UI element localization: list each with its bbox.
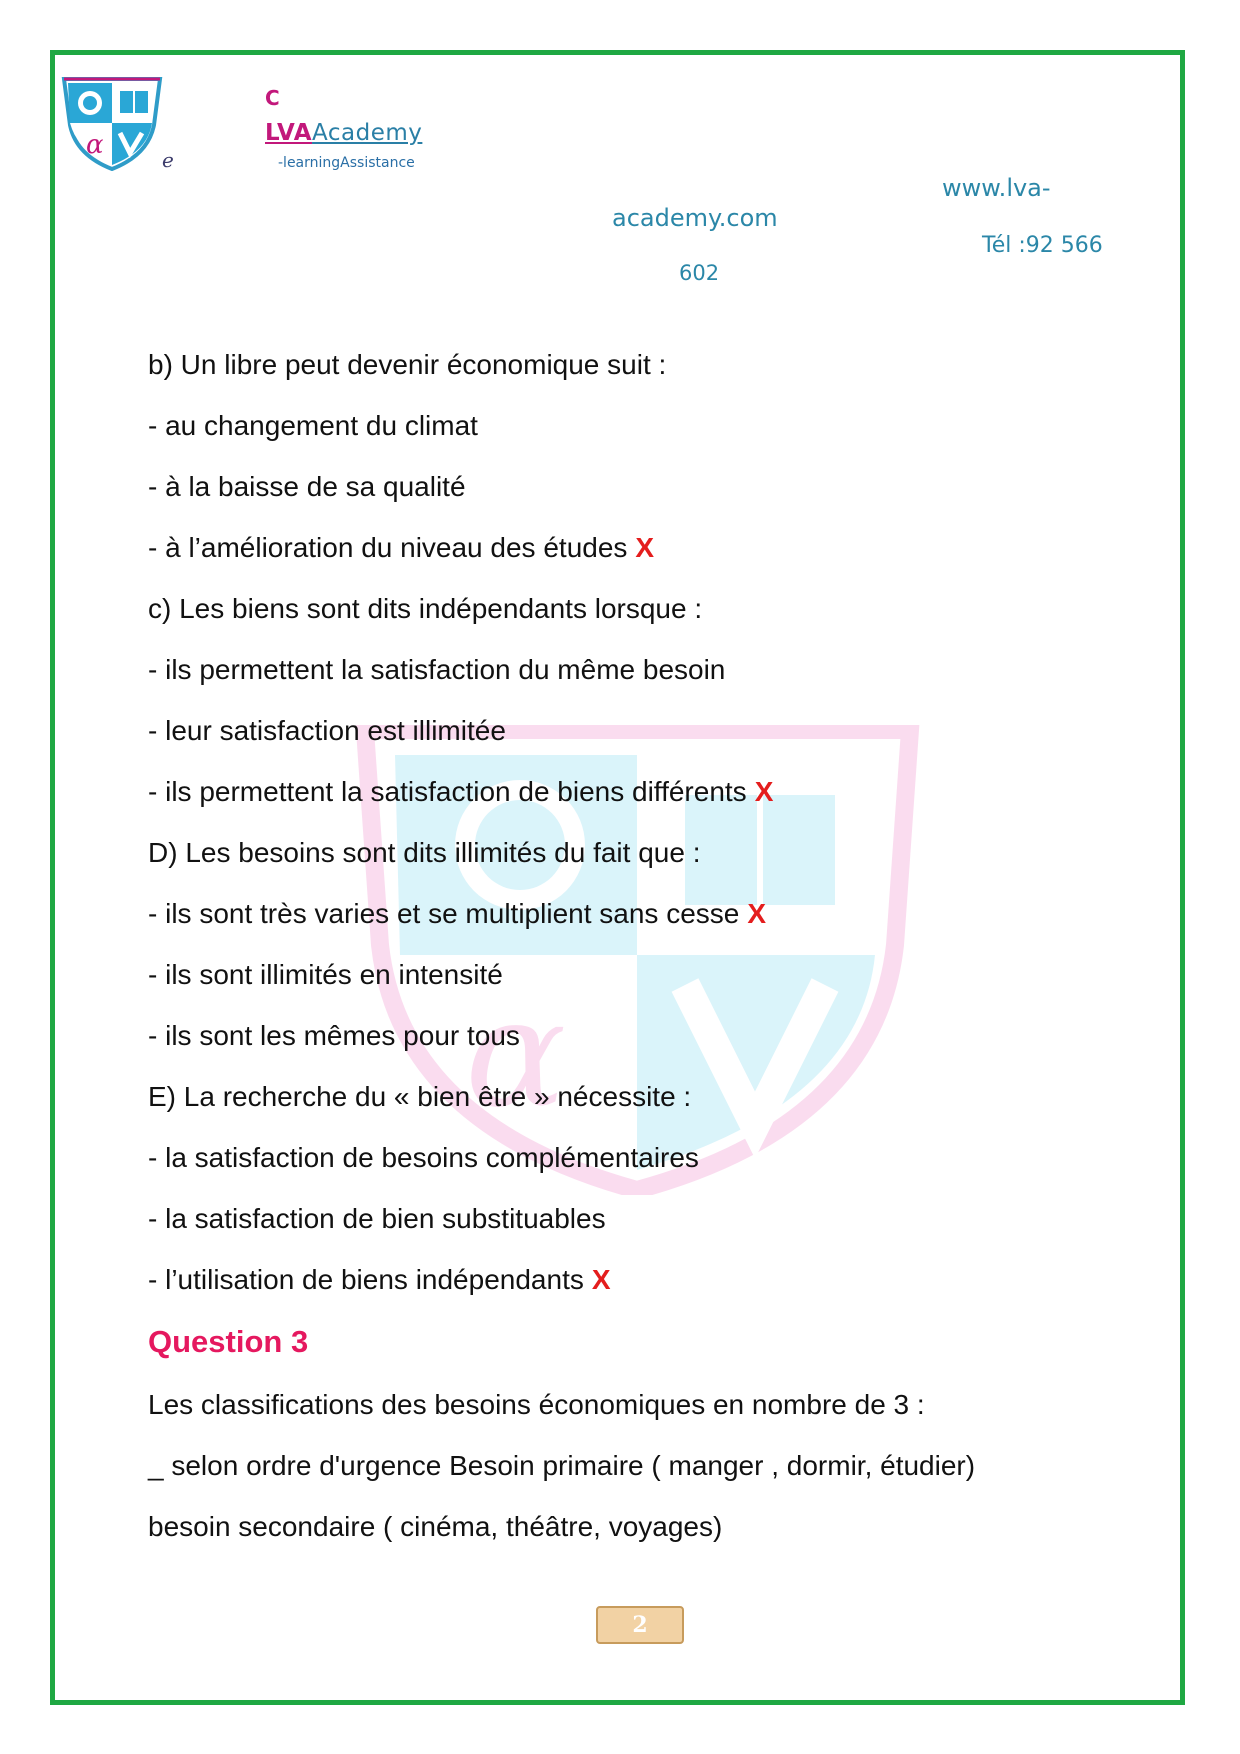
phone-number-part2: 602 [679,261,720,285]
question-heading: Question 3 [148,1324,309,1359]
text-line [148,822,1108,883]
text-line: Les classifications des besoins économiques en nombre de 3 : [148,1389,925,1420]
text-line [148,334,1108,395]
text-line [148,761,1108,822]
line-text: - ils permettent la satisfaction de biens différents [148,776,747,807]
text-line [148,456,1108,517]
text-line [148,639,1108,700]
answer-mark: X [754,776,774,807]
svg-text:α: α [465,967,567,1141]
line-text: - au changement du climat [148,410,478,441]
brand-name [265,120,422,146]
text-line [148,1127,1108,1188]
line-text: c) Les biens sont dits indépendants lorsque : [148,593,703,624]
text-line [148,1066,1108,1127]
text-line: besoin secondaire ( cinéma, théâtre, voyages) [148,1511,723,1542]
brand-lva: LVA [265,120,313,146]
lva-academy-logo [58,75,166,171]
answer-mark: X [635,532,655,563]
line-text: D) Les besoins sont dits illimités du fait que : [148,837,701,868]
svg-text:α: α [86,130,104,160]
text-line [148,883,1108,944]
text-line [148,578,1108,639]
website-link-part1[interactable]: www.lva- [942,174,1051,202]
text-line [148,395,1108,456]
line-text: - la satisfaction de bien substituables [148,1203,606,1234]
brand-letter: C [265,86,280,110]
text-line [148,1249,1108,1310]
text-line [148,700,1108,761]
line-text: - à la baisse de sa qualité [148,471,466,502]
line-text: - ils sont les mêmes pour tous [148,1020,520,1051]
text-line [148,517,1108,578]
answer-mark: X [591,1264,611,1295]
line-text: - l’utilisation de biens indépendants [148,1264,584,1295]
line-text: - la satisfaction de besoins complémentaires [148,1142,699,1173]
logo-letter: e [162,148,174,172]
text-line: _ selon ordre d'urgence Besoin primaire ( manger , dormir, étudier) [148,1450,976,1481]
answer-mark: X [747,898,767,929]
line-text: - à l’amélioration du niveau des études [148,532,628,563]
line-text: - ils sont très varies et se multiplient sans cesse [148,898,740,929]
page-number: 2 [596,1606,684,1644]
line-text: - leur satisfaction est illimitée [148,715,506,746]
brand-academy: Academy [312,120,423,146]
text-line [148,1188,1108,1249]
document-body [148,334,1108,1557]
website-link-part2[interactable]: academy.com [612,204,778,232]
phone-number-part1: Tél :92 566 [982,233,1103,258]
text-line [148,1005,1108,1066]
line-text: - ils sont illimités en intensité [148,959,503,990]
line-text: b) Un libre peut devenir économique suit : [148,349,667,380]
line-text: - ils permettent la satisfaction du même besoin [148,654,726,685]
brand-tagline: -learningAssistance [278,155,415,171]
line-text: E) La recherche du « bien être » nécessite : [148,1081,692,1112]
text-line [148,944,1108,1005]
